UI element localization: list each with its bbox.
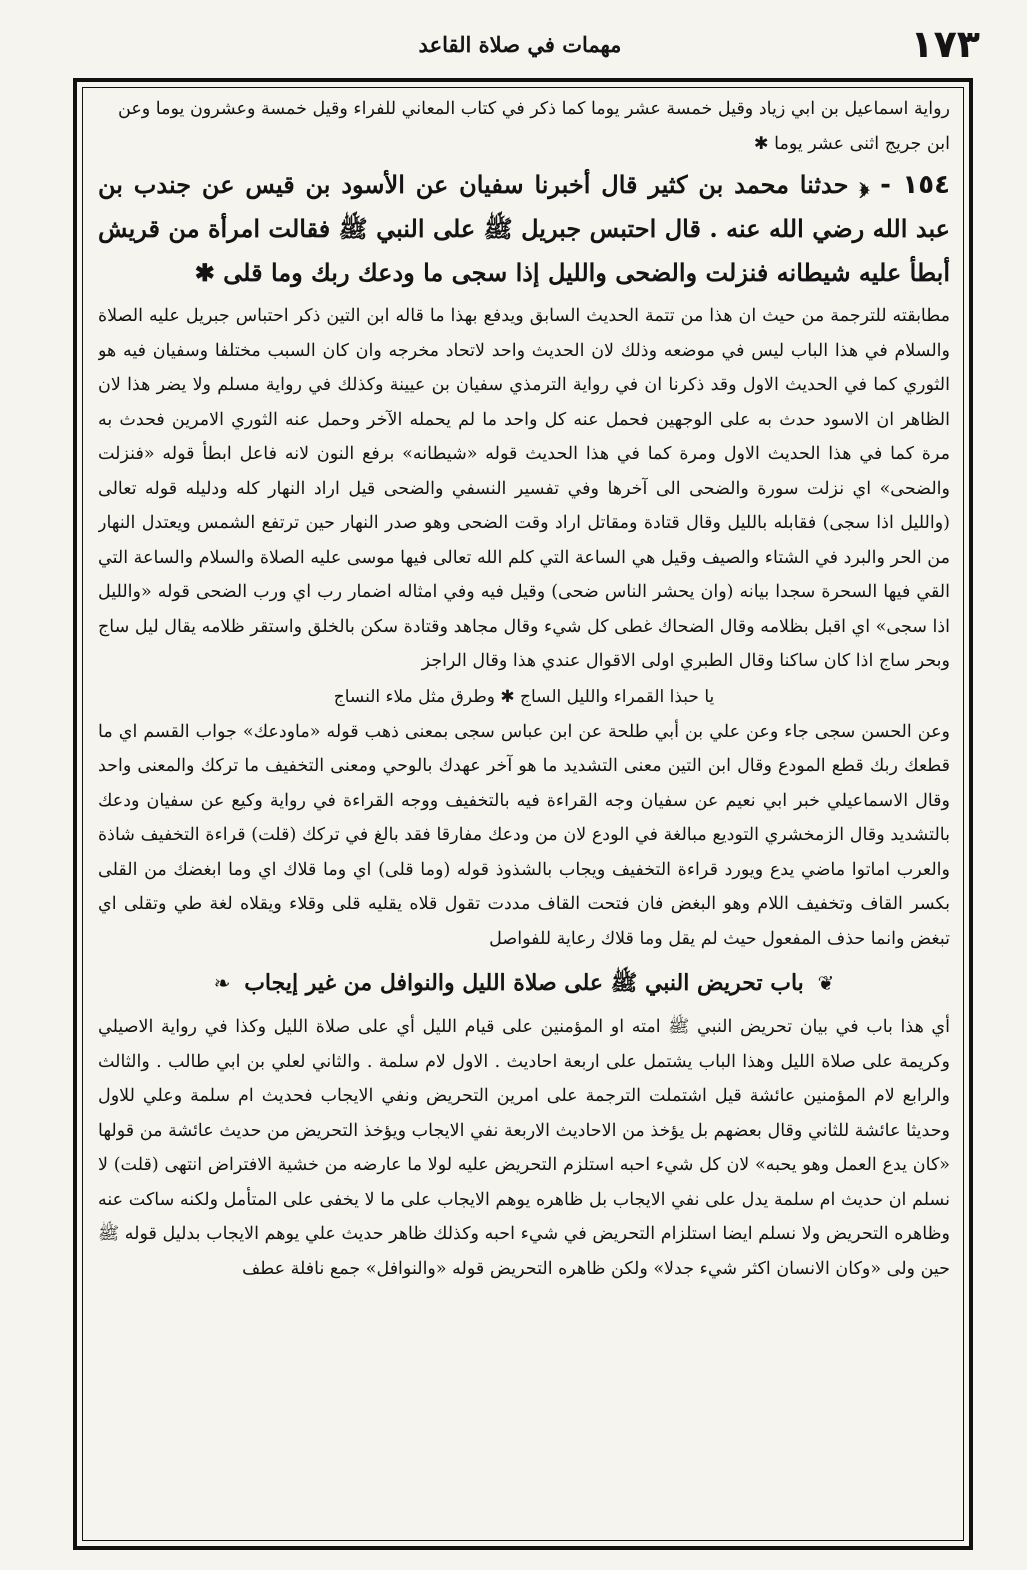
commentary-paragraph-1: مطابقته للترجمة من حيث ان هذا من تتمة الحديث السابق ويدفع بهذا ما قاله ابن التين ذكر احتباس جبريل عليه الصلاة والسلام في هذا الباب ليس في موضعه وذلك لان الحديث واحد لاتحاد مخرجه وان كان السبب مختلفا وسفيان فيه هو الثوري كما في الحديث الاول وقد ذكرنا ان في رواية الترمذي سفيان بن عيينة وكذلك في رواية مسلم ولا يضر هذا لان الظاهر ان الاسود حدث به على الوجهين فحمل عنه كل واحد ما لم يحمله الآخر وحمل عنه الثوري الامرين فحدث به مرة كما في هذا الحديث الاول ومرة كما في هذا الحديث قوله «شيطانه» برفع النون لانه فاعل ابطأ قوله «فنزلت والضحى» اي نزلت سورة والضحى الى آخرها وفي تفسير النسفي والضحى قيل اراد النهار كله ودليله قوله تعالى (والليل اذا سجى) فقابله بالليل وقال قتادة ومقاتل اراد وقت الضحى وهو صدر النهار حين ترتفع الشمس ويعتدل النهار من الحر والبرد في الشتاء والصيف وقيل هي الساعة التي كلم الله تعالى فيها موسى عليه الصلاة والسلام والساعة التي القي فيها السحرة سجدا بيانه (وان يحشر الناس ضحى) وقيل فيه وفي امثاله اضمار رب اي ورب الضحى قوله «والليل اذا سجى» اي اقبل بظلامه وقال الضحاك غطى كل شيء وقال مجاهد وقتادة سكن بالخلق واستقر ظلامه يقال ليل ساج وبحر ساج اذا كان ساكنا وقال الطبري اولى الاقوال عندي هذا وقال الراجز [98, 306, 950, 671]
running-title: مهمات في صلاة القاعد [418, 32, 622, 57]
page-header [60, 22, 980, 72]
commentary-paragraph-3: أي هذا باب في بيان تحريض النبي ﷺ امته او المؤمنين على قيام الليل أي على صلاة الليل وكذا في رواية الاصيلي وكريمة على صلاة الليل وهذا الباب يشتمل على اربعة احاديث . الاول لام سلمة . والثاني لعلي بن ابي طالب . والثالث والرابع لام المؤمنين عائشة قيل اشتملت الترجمة على امرين التحريض ونفي الايجاب فحديث ام سلمة وعلي للاول وحديثا عائشة للثاني وقال بعضهم بل يؤخذ من الاحاديث الاربعة نفي الايجاب ويؤخذ التحريض من حديث عائشة من قولها «كان يدع العمل وهو يحبه» لان كل شيء احبه استلزم التحريض عليه لولا ما عارضه من خشية الافتراض انتهى (قلت) لا نسلم ان حديث ام سلمة يدل على نفي الايجاب بل ظاهره يوهم الايجاب على ما لا يخفى على المتأمل ولكنه ساكت عنه وظاهره التحريض ولا نسلم ايضا استلزام التحريض في شيء احبه وكذلك ظاهر حديث علي يوهم الايجاب بدليل قوله ﷺ حين ولى «وكان الانسان اكثر شيء جدلا» ولكن ظاهره التحريض قوله «والنوافل» جمع نافلة عطف [98, 1017, 950, 1279]
commentary-paragraph-2: وعن الحسن سجى جاء وعن علي بن أبي طلحة عن ابن عباس سجى بمعنى ذهب قوله «ماودعك» جواب القسم اي ما قطعك ربك قطع المودع وقال ابن التين معنى التشديد ما هو آخر عهدك بالوحي ومعنى التخفيف ما تركك والمعنى واحد وقال الاسماعيلي خبر ابي نعيم عن سفيان وجه القراءة فيه بالتخفيف ووجه القراءة في رواية وكيع عن سفيان ودعك بالتشديد وقال الزمخشري التوديع مبالغة في الودع لان من ودعك مفارقا فقد بالغ في تركك (قلت) قراءة التخفيف شاذة والعرب اماتوا ماضي يدع ويورد قراءة التخفيف ويجاب بالشذوذ قوله (وما قلى) اي وما قلاك اي وما ابغضك من القلى بكسر القاف وتخفيف اللام وهو البغض فان فتحت القاف مددت تقول قلاه يقليه قلى وقلاء ويقلاه لغة طي وتقلى اي تبغض وانما حذف المفعول حيث لم يقل وما قلاك رعاية للفواصل [98, 721, 950, 949]
hadith-number: ١٥٤ - [880, 170, 950, 200]
hadith-block [98, 163, 950, 295]
chapter-heading [98, 960, 950, 1006]
hadith-text: ﴿ حدثنا محمد بن كثير قال أخبرنا سفيان عن الأسود بن قيس عن جندب بن عبد الله رضي الله عنه . قال احتبس جبريل ﷺ على النبي ﷺ فقالت امرأة من قريش أبطأ عليه شيطانه فنزلت والضحى والليل إذا سجى ما ودعك ربك وما قلى ✱ [98, 170, 950, 287]
top-paragraph: رواية اسماعيل بن ابي زياد وقيل خمسة عشر يوما كما ذكر في كتاب المعاني للفراء وقيل خمسة وعشرون يوما وعن ابن جريج اثنى عشر يوما ✱ [118, 99, 950, 154]
poem-line: يا حبذا القمراء والليل الساج ✱ وطرق مثل ملاء النساج [333, 686, 715, 707]
page-number: ١٧٣ [910, 22, 980, 66]
ornament-left-icon: ❧ [213, 971, 231, 995]
ornament-right-icon: ❦ [817, 971, 835, 995]
chapter-title: باب تحريض النبي ﷺ على صلاة الليل والنوافل من غير إيجاب [244, 970, 804, 996]
page-body [98, 92, 950, 1537]
